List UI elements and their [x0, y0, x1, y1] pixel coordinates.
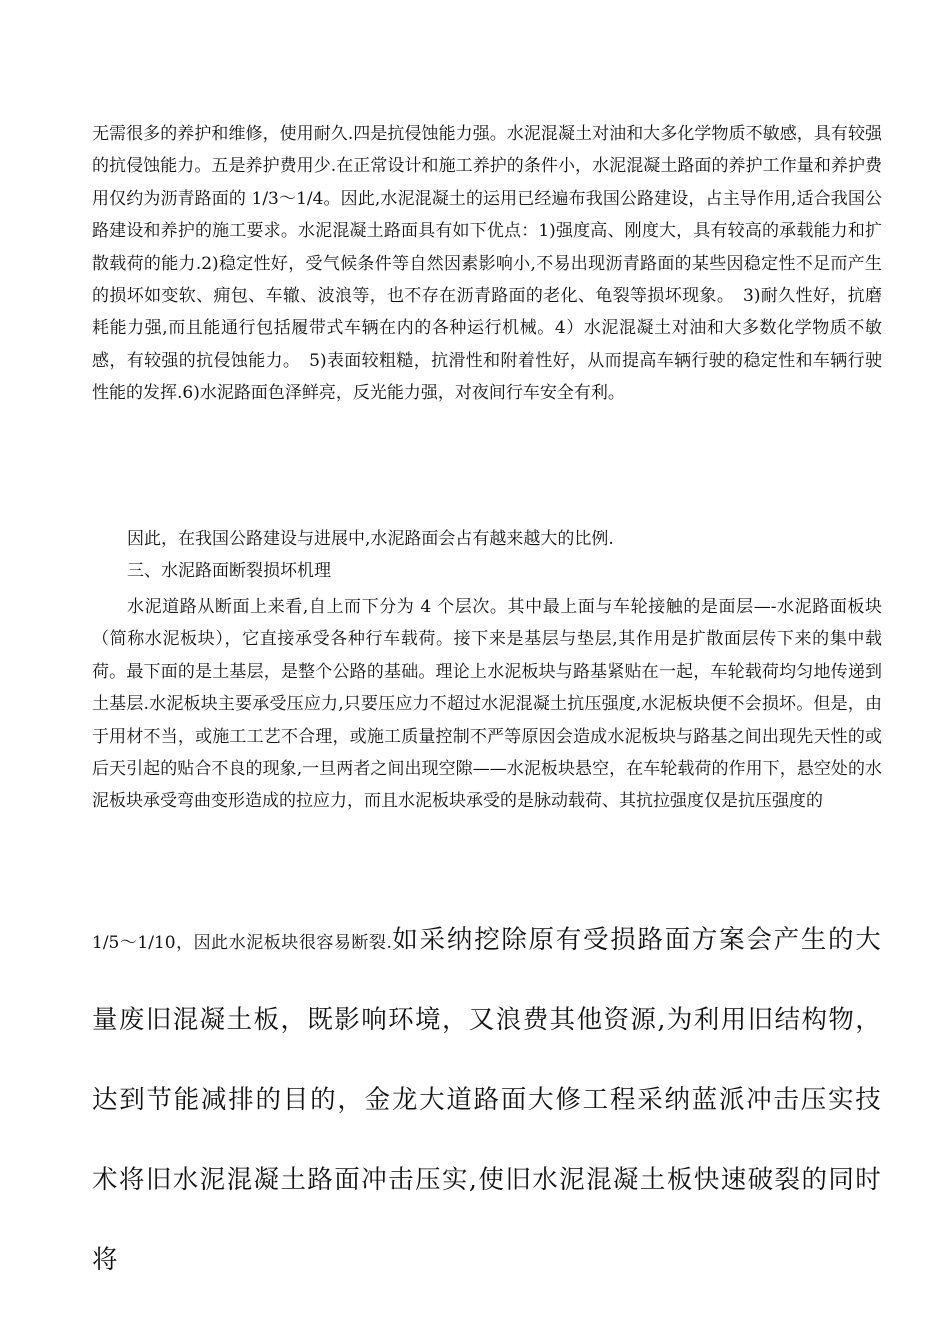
- section-heading: 三、水泥路面断裂损坏机理: [127, 561, 331, 581]
- paragraph-rehabilitation-lead: 1/5～1/10，因此水泥板块很容易断裂.: [92, 933, 392, 953]
- paragraph-concrete-advantages: 无需很多的养护和维修，使用耐久.四是抗侵蚀能力强。水泥混凝土对油和大多化学物质不敏感，具有较强的抗侵蚀能力。五是养护费用少.在正常设计和施工养护的条件小，水泥混凝土路面的养护工作量和养护费用仅约为沥青路面的 1/3～1/4。因此,水泥混凝土的运用已经遍布我国公路建设，占主导作用,适合我国公路建设和养护的施工要求。水泥混凝土路面具有如下优点：1)强度高、刚度大，具有较高的承载能力和扩散载荷的能力.2)稳定性好，受气候条件等自然因素影响小,不易出现沥青路面的某些因稳定性不足而产生的损坏如变软、痈包、车辙、波浪等，也不存在沥青路面的老化、龟裂等损坏现象。 3)耐久性好，抗磨耗能力强,而且能通行包括履带式车辆在内的各种运行机械。4）水泥混凝土对油和大多数化学物质不敏感，有较强的抗侵蚀能力。 5)表面较粗糙，抗滑性和附着性好，从而提高车辆行驶的稳定性和车辆行驶性能的发挥.6)水泥路面色泽鲜亮，反光能力强，对夜间行车安全有利。: [92, 124, 882, 404]
- paragraph-conclusion: 因此，在我国公路建设与进展中,水泥路面会占有越来越大的比例.: [127, 529, 614, 549]
- paragraph-fracture-mechanism: 水泥道路从断面上来看,自上而下分为 4 个层次。其中最上面与车轮接触的是面层—-水泥路面板块（简称水泥板块），它直接承受各种行车载荷。接下来是基层与垫层,其作用是扩散面层传下来的集中载荷。最下面的是土基层，是整个公路的基础。理论上水泥板块与路基紧贴在一起，车轮载荷均匀地传递到土基层.水泥板块主要承受压应力,只要压应力不超过水泥混凝土抗压强度,水泥板块便不会损坏。但是，由于用材不当，或施工工艺不合理，或施工质量控制不严等原因会造成水泥板块与路基之间出现先天性的或后天引起的贴合不良的现象,一旦两者之间出现空隙——水泥板块悬空，在车轮载荷的作用下，悬空处的水泥板块承受弯曲变形造成的拉应力，而且水泥板块承受的是脉动载荷、其抗拉强度仅是抗压强度的: [92, 597, 882, 812]
- paragraph-rehabilitation-large-text: 如采纳挖除原有受损路面方案会产生的大量废旧混凝土板，既影响环境，又浪费其他资源,为利用旧结构物，达到节能减排的目的，金龙大道路面大修工程采纳蓝派冲击压实技术将旧水泥混凝土路面冲击压实,使旧水泥混凝土板快速破裂的同时将: [92, 925, 882, 1275]
- paragraph-rehabilitation: [92, 902, 882, 1302]
